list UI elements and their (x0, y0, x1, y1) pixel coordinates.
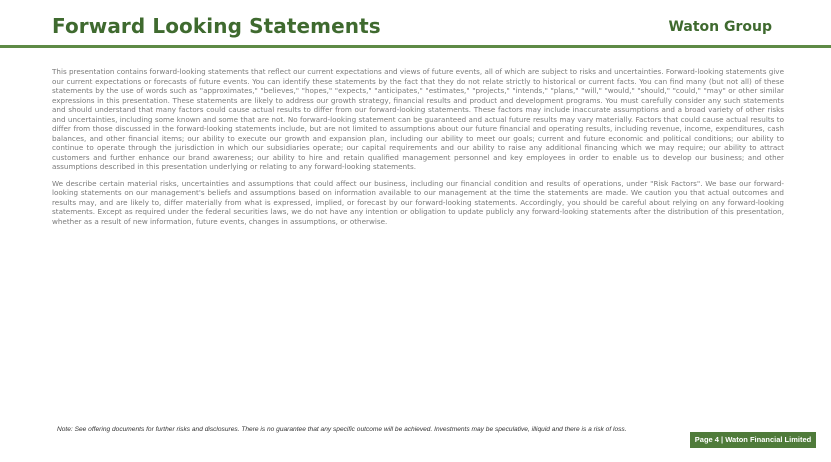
footnote: Note: See offering documents for further risks and disclosures. There is no guarantee that any specific outcome will be achieved. Investments may be speculative, illiquid and there is a risk of loss. (57, 426, 627, 433)
paragraph: This presentation contains forward-looking statements that reflect our current expectations and views of future events, all of which are subject to risks and uncertainties. Forward-looking statements give our current expectations or forecasts of future events. You can identify these statements by the fact that they do not relate strictly to historical or current facts. You can find many (but not all) of these statements by the use of words such as "approximates," "believes," "hopes," "expects," "anticipates," "estimates," "projects," "intends," "plans," "will," "would," "should," "could," "may" or other similar expressions in this presentation. These statements are likely to address our growth strategy, financial results and product and development programs. You must carefully consider any such statements and should understand that many factors could cause actual results to differ from our forward-looking statements. These factors may include inaccurate assumptions and a broad variety of other risks and uncertainties, including some known and some that are not. No forward-looking statement can be guaranteed and actual future results may vary materially. Factors that could cause actual results to differ from those discussed in the forward-looking statements include, but are not limited to assumptions about our future financial and operating results, including revenue, income, expenditures, cash balances, and other financial items; our ability to execute our growth and expansion plan, including our ability to meet our goals; current and future economic and political conditions; our ability to continue to operate through the jurisdiction in which our subsidiaries operate; our capital requirements and our ability to raise any additional financing which we may require; our ability to attract customers and further enhance our brand awareness; our ability to hire and retain qualified management personnel and key employees in order to enable us to develop our business; and other assumptions described in this presentation underlying or relating to any forward-looking statements. (52, 67, 784, 171)
brand-name: Waton Group (668, 19, 772, 35)
header-divider (0, 45, 831, 48)
page-number-badge: Page 4 | Waton Financial Limited (690, 432, 816, 448)
paragraph: We describe certain material risks, uncertainties and assumptions that could affect our business, including our financial condition and results of operations, under "Risk Factors". We base our forward-looking statements on our management's beliefs and assumptions based on information available to our management at the time the statements are made. We caution you that actual outcomes and results may, and are likely to, differ materially from what is expressed, implied, or forecast by our forward-looking statements. Accordingly, you should be careful about relying on any forward-looking statements. Except as required under the federal securities laws, we do not have any intention or obligation to update publicly any forward-looking statements after the distribution of this presentation, whether as a result of new information, future events, changes in assumptions, or otherwise. (52, 178, 784, 226)
page-title: Forward Looking Statements (52, 14, 381, 38)
statement-body (52, 67, 784, 233)
